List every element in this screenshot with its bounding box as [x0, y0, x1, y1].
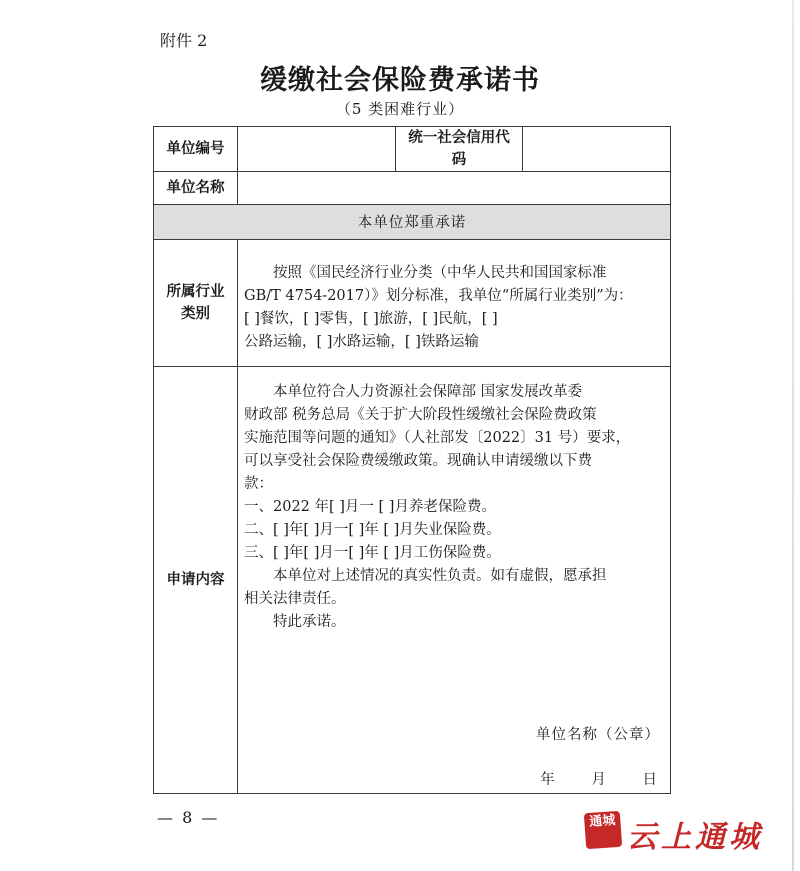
signature-date: [244, 769, 664, 792]
unit-code-field[interactable]: [238, 127, 396, 172]
attachment-label: 附件 2: [160, 31, 208, 50]
logo-seal-icon: 通城: [584, 811, 622, 849]
row-application: [154, 366, 671, 793]
row-unit-name: [154, 171, 671, 204]
unemployment-period-line[interactable]: 二、[ ]年[ ]月一[ ]年 [ ]月失业保险费。: [244, 521, 501, 538]
industry-options[interactable]: 公路运输，[ ]水路运输，[ ]铁路运输: [244, 333, 479, 350]
application-line: 特此承诺。: [273, 613, 346, 630]
application-line: 相关法律责任。: [244, 590, 346, 607]
unit-name-field[interactable]: [238, 171, 671, 204]
application-label: 申请内容: [154, 366, 238, 793]
application-line: 本单位对上述情况的真实性负责。如有虚假，愿承担: [273, 567, 607, 584]
row-section-header: [154, 204, 671, 239]
page-number: — 8 —: [157, 808, 220, 827]
row-unit-code: [154, 127, 671, 172]
injury-period-line[interactable]: 三、[ ]年[ ]月一[ ]年 [ ]月工伤保险费。: [244, 544, 501, 561]
page-edge: [792, 0, 794, 871]
unit-name-label: 单位名称: [154, 171, 238, 204]
industry-line: 按照《国民经济行业分类（中华人民共和国国家标准: [273, 264, 607, 281]
page-title: 缓缴社会保险费承诺书: [260, 65, 540, 96]
section-header: 本单位郑重承诺: [154, 204, 671, 239]
application-content: [238, 366, 671, 793]
date-year: 年: [540, 771, 556, 788]
credit-code-field[interactable]: [523, 127, 671, 172]
application-line: 款：: [244, 475, 273, 492]
date-day: 日: [642, 771, 658, 788]
application-line: 可以享受社会保险费缓缴政策。现确认申请缓缴以下费: [244, 452, 592, 469]
industry-line: GB/T 4754-2017）》划分标准，我单位“所属行业类别”为：: [244, 287, 633, 304]
page-subtitle: （5 类困难行业）: [335, 100, 465, 118]
commitment-form: [153, 126, 671, 794]
pension-period-line[interactable]: 一、2022 年[ ]月一 [ ]月养老保险费。: [244, 498, 496, 515]
unit-code-label: 单位编号: [154, 127, 238, 172]
date-month: 月: [591, 771, 607, 788]
application-line: 本单位符合人力资源社会保障部 国家发展改革委: [273, 383, 583, 400]
row-industry: [154, 239, 671, 366]
application-line: 实施范围等问题的通知》（人社部发〔2022〕31 号）要求，: [244, 429, 631, 446]
industry-content: [238, 239, 671, 366]
industry-label: 所属行业类别: [154, 239, 238, 366]
industry-options[interactable]: [ ]餐饮，[ ]零售，[ ]旅游，[ ]民航，[ ]: [244, 310, 498, 327]
watermark-logo: [585, 810, 785, 854]
signature-label: 单位名称（公章）: [536, 726, 660, 743]
credit-code-label: 统一社会信用代码: [396, 127, 523, 172]
application-line: 财政部 税务总局《关于扩大阶段性缓缴社会保险费政策: [244, 406, 597, 423]
logo-text: 云上通城: [627, 820, 763, 855]
